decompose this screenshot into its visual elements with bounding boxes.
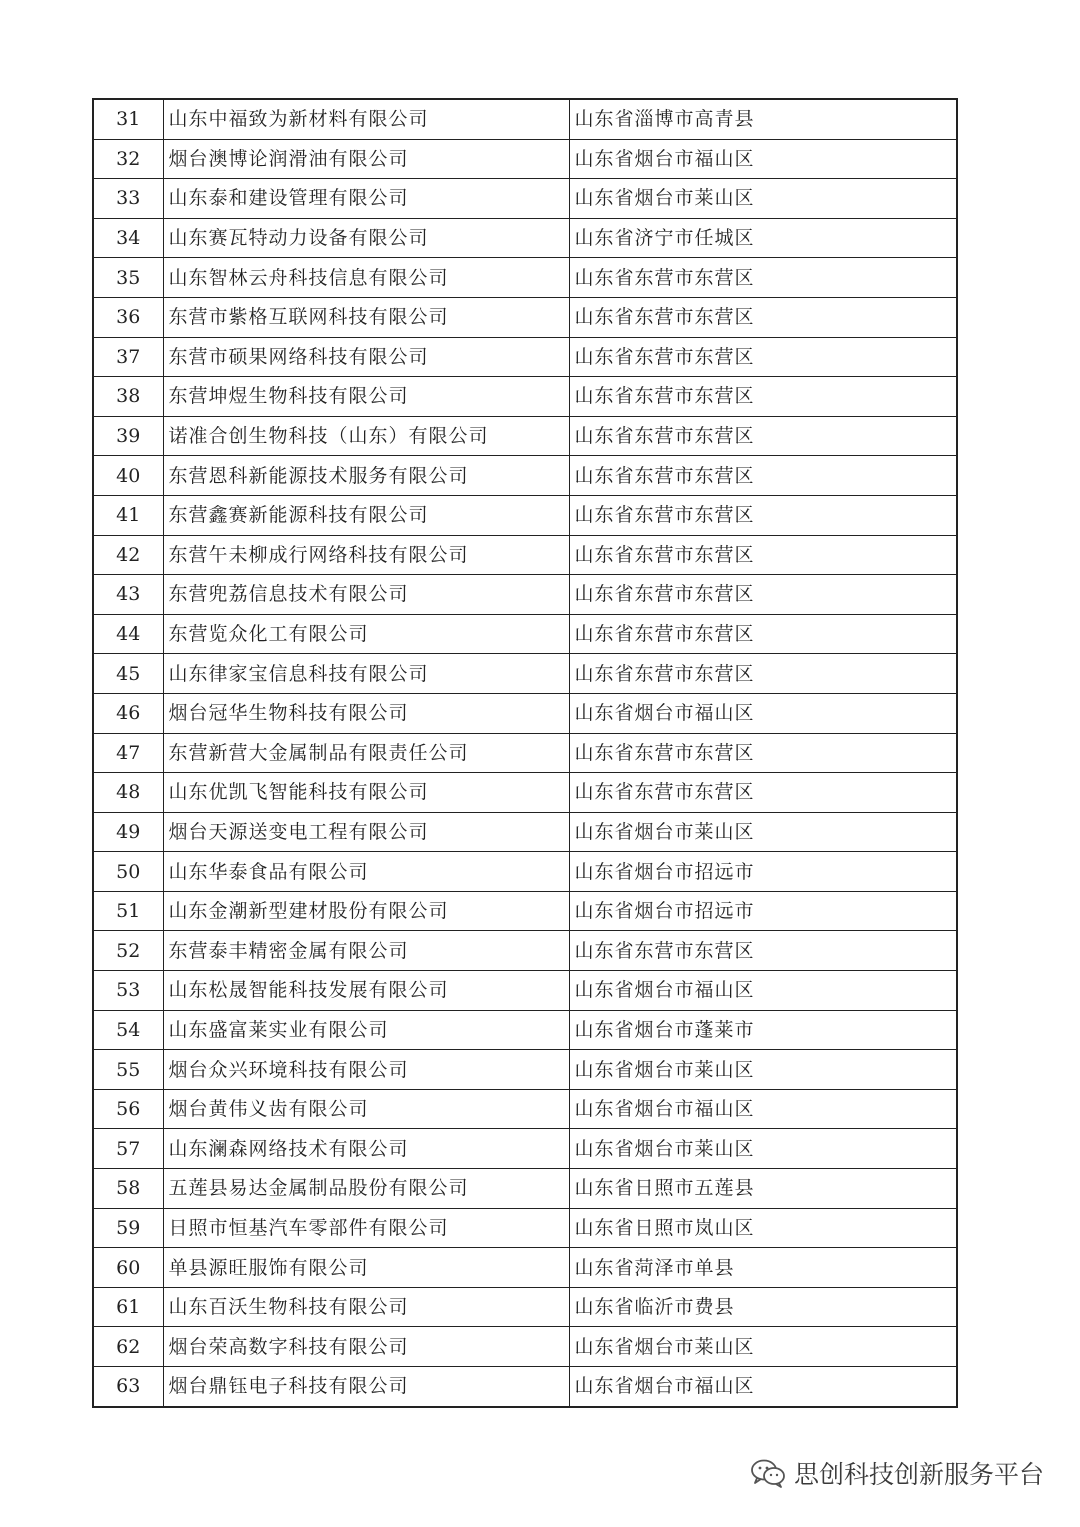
- company-location: 山东省东营市东营区: [569, 931, 957, 971]
- company-location: 山东省东营市东营区: [569, 614, 957, 654]
- company-name: 烟台黄伟义齿有限公司: [163, 1089, 569, 1129]
- row-number: 43: [93, 575, 163, 615]
- company-location: 山东省烟台市莱山区: [569, 812, 957, 852]
- table-row: [93, 812, 957, 852]
- company-name: 山东澜森网络技术有限公司: [163, 1129, 569, 1169]
- company-location: 山东省东营市东营区: [569, 456, 957, 496]
- company-name: 山东优凯飞智能科技有限公司: [163, 773, 569, 813]
- company-location: 山东省烟台市招远市: [569, 852, 957, 892]
- table-row: [93, 377, 957, 417]
- row-number: 61: [93, 1287, 163, 1327]
- company-name: 烟台荣高数字科技有限公司: [163, 1327, 569, 1367]
- row-number: 55: [93, 1050, 163, 1090]
- company-location: 山东省淄博市高青县: [569, 99, 957, 139]
- table-row: [93, 1327, 957, 1367]
- company-location: 山东省东营市东营区: [569, 575, 957, 615]
- company-location: 山东省烟台市福山区: [569, 971, 957, 1011]
- company-location: 山东省烟台市招远市: [569, 891, 957, 931]
- table-row: [93, 1287, 957, 1327]
- table-row: [93, 1367, 957, 1407]
- table-row: [93, 416, 957, 456]
- company-name: 单县源旺服饰有限公司: [163, 1248, 569, 1288]
- row-number: 59: [93, 1208, 163, 1248]
- table-row: [93, 179, 957, 219]
- company-name: 山东中福致为新材料有限公司: [163, 99, 569, 139]
- row-number: 45: [93, 654, 163, 694]
- company-name: 山东律家宝信息科技有限公司: [163, 654, 569, 694]
- row-number: 41: [93, 495, 163, 535]
- company-location: 山东省烟台市福山区: [569, 1089, 957, 1129]
- row-number: 48: [93, 773, 163, 813]
- table-row: [93, 575, 957, 615]
- company-name: 诺准合创生物科技（山东）有限公司: [163, 416, 569, 456]
- row-number: 57: [93, 1129, 163, 1169]
- row-number: 53: [93, 971, 163, 1011]
- row-number: 62: [93, 1327, 163, 1367]
- table-row: [93, 971, 957, 1011]
- table-row: [93, 218, 957, 258]
- table-row: [93, 773, 957, 813]
- row-number: 42: [93, 535, 163, 575]
- company-location: 山东省烟台市莱山区: [569, 1129, 957, 1169]
- company-name: 东营市硕果网络科技有限公司: [163, 337, 569, 377]
- company-name: 五莲县易达金属制品股份有限公司: [163, 1169, 569, 1209]
- table-row: [93, 1010, 957, 1050]
- table-row: [93, 139, 957, 179]
- table-row: [93, 614, 957, 654]
- row-number: 33: [93, 179, 163, 219]
- row-number: 46: [93, 693, 163, 733]
- table-row: [93, 891, 957, 931]
- row-number: 50: [93, 852, 163, 892]
- row-number: 52: [93, 931, 163, 971]
- row-number: 38: [93, 377, 163, 417]
- table-row: [93, 99, 957, 139]
- watermark: [750, 1455, 1044, 1491]
- row-number: 39: [93, 416, 163, 456]
- table-row: [93, 297, 957, 337]
- watermark-text: 思创科技创新服务平台: [793, 1460, 1044, 1489]
- company-name: 东营恩科新能源技术服务有限公司: [163, 456, 569, 496]
- table-row: [93, 1169, 957, 1209]
- table-row: [93, 1089, 957, 1129]
- company-table: [92, 98, 958, 1408]
- company-name: 东营览众化工有限公司: [163, 614, 569, 654]
- row-number: 40: [93, 456, 163, 496]
- row-number: 34: [93, 218, 163, 258]
- company-location: 山东省东营市东营区: [569, 377, 957, 417]
- company-location: 山东省日照市五莲县: [569, 1169, 957, 1209]
- company-name: 东营泰丰精密金属有限公司: [163, 931, 569, 971]
- table-row: [93, 495, 957, 535]
- row-number: 44: [93, 614, 163, 654]
- company-name: 山东赛瓦特动力设备有限公司: [163, 218, 569, 258]
- wechat-icon: [750, 1458, 786, 1488]
- company-name: 山东百沃生物科技有限公司: [163, 1287, 569, 1327]
- company-location: 山东省烟台市莱山区: [569, 179, 957, 219]
- company-name: 烟台鼎钰电子科技有限公司: [163, 1367, 569, 1407]
- company-location: 山东省菏泽市单县: [569, 1248, 957, 1288]
- company-location: 山东省烟台市福山区: [569, 693, 957, 733]
- company-name: 烟台冠华生物科技有限公司: [163, 693, 569, 733]
- company-name: 山东金潮新型建材股份有限公司: [163, 891, 569, 931]
- table-row: [93, 337, 957, 377]
- row-number: 49: [93, 812, 163, 852]
- row-number: 56: [93, 1089, 163, 1129]
- table-row: [93, 535, 957, 575]
- table-row: [93, 456, 957, 496]
- company-location: 山东省东营市东营区: [569, 337, 957, 377]
- company-location: 山东省东营市东营区: [569, 654, 957, 694]
- table-row: [93, 654, 957, 694]
- row-number: 36: [93, 297, 163, 337]
- company-location: 山东省临沂市费县: [569, 1287, 957, 1327]
- row-number: 31: [93, 99, 163, 139]
- company-name: 东营市紫格互联网科技有限公司: [163, 297, 569, 337]
- row-number: 51: [93, 891, 163, 931]
- table-row: [93, 1208, 957, 1248]
- company-location: 山东省东营市东营区: [569, 258, 957, 298]
- company-name: 烟台天源送变电工程有限公司: [163, 812, 569, 852]
- table-row: [93, 1248, 957, 1288]
- company-name: 山东盛富莱实业有限公司: [163, 1010, 569, 1050]
- company-location: 山东省东营市东营区: [569, 773, 957, 813]
- row-number: 47: [93, 733, 163, 773]
- table-row: [93, 852, 957, 892]
- row-number: 54: [93, 1010, 163, 1050]
- company-location: 山东省烟台市莱山区: [569, 1327, 957, 1367]
- company-location: 山东省济宁市任城区: [569, 218, 957, 258]
- table-row: [93, 258, 957, 298]
- company-location: 山东省东营市东营区: [569, 535, 957, 575]
- company-name: 山东泰和建设管理有限公司: [163, 179, 569, 219]
- row-number: 63: [93, 1367, 163, 1407]
- company-name: 烟台众兴环境科技有限公司: [163, 1050, 569, 1090]
- company-location: 山东省烟台市蓬莱市: [569, 1010, 957, 1050]
- row-number: 58: [93, 1169, 163, 1209]
- company-name: 东营坤煜生物科技有限公司: [163, 377, 569, 417]
- company-location: 山东省烟台市福山区: [569, 1367, 957, 1407]
- row-number: 37: [93, 337, 163, 377]
- company-location: 山东省东营市东营区: [569, 416, 957, 456]
- row-number: 35: [93, 258, 163, 298]
- table-row: [93, 1050, 957, 1090]
- company-name: 东营兜荔信息技术有限公司: [163, 575, 569, 615]
- company-name: 东营鑫赛新能源科技有限公司: [163, 495, 569, 535]
- company-location: 山东省烟台市福山区: [569, 139, 957, 179]
- row-number: 32: [93, 139, 163, 179]
- company-name: 烟台澳博论润滑油有限公司: [163, 139, 569, 179]
- company-name: 东营午未柳成行网络科技有限公司: [163, 535, 569, 575]
- company-location: 山东省东营市东营区: [569, 733, 957, 773]
- company-name: 日照市恒基汽车零部件有限公司: [163, 1208, 569, 1248]
- table-row: [93, 1129, 957, 1169]
- company-name: 山东松晟智能科技发展有限公司: [163, 971, 569, 1011]
- row-number: 60: [93, 1248, 163, 1288]
- table-row: [93, 693, 957, 733]
- company-location: 山东省东营市东营区: [569, 297, 957, 337]
- company-location: 山东省烟台市莱山区: [569, 1050, 957, 1090]
- table-body: [93, 99, 957, 1407]
- company-location: 山东省东营市东营区: [569, 495, 957, 535]
- company-location: 山东省日照市岚山区: [569, 1208, 957, 1248]
- company-name: 山东华泰食品有限公司: [163, 852, 569, 892]
- table-row: [93, 733, 957, 773]
- company-name: 山东智林云舟科技信息有限公司: [163, 258, 569, 298]
- company-name: 东营新营大金属制品有限责任公司: [163, 733, 569, 773]
- table-row: [93, 931, 957, 971]
